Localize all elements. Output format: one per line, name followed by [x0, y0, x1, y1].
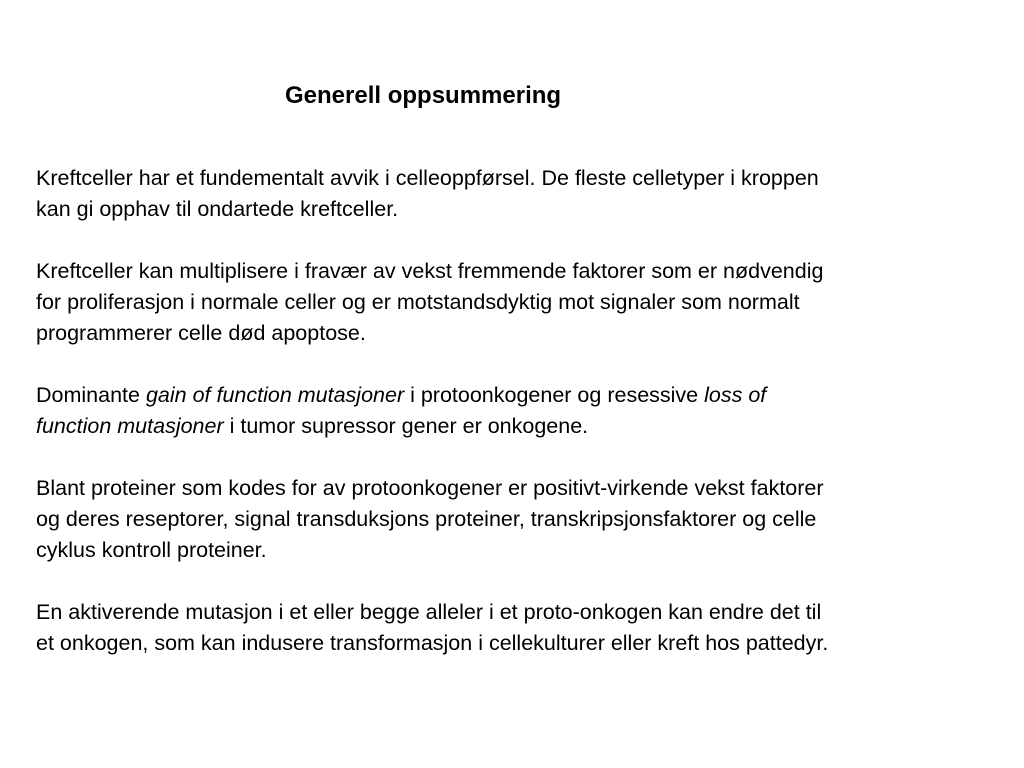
slide-body [36, 163, 996, 690]
paragraph-3-italic-2: loss of [704, 383, 767, 407]
paragraph-3-text-2: i protoonkogener og resessive [404, 383, 705, 407]
paragraph-3-italic-1: gain of function mutasjoner [145, 383, 405, 407]
paragraph-2-line-2: for proliferasjon i normale celler og er motstandsdyktig mot signaler som normalt [36, 290, 800, 314]
paragraph-4 [36, 473, 996, 566]
paragraph-4-line-3: cyklus kontroll proteiner. [36, 538, 267, 562]
paragraph-1-line-2: kan gi opphav til ondartede kreftceller. [36, 197, 399, 221]
paragraph-3-italic-3: function mutasjoner [36, 414, 224, 438]
paragraph-4-line-1: Blant proteiner som kodes for av protoonkogener er positivt-virkende vekst faktorer [36, 476, 824, 500]
paragraph-5-line-2: et onkogen, som kan indusere transformasjon i cellekulturer eller kreft hos pattedyr. [36, 631, 829, 655]
paragraph-2 [36, 256, 996, 349]
paragraph-3-text-3: i tumor supressor gener er onkogene. [223, 414, 589, 438]
paragraph-2-line-3: programmerer celle død apoptose. [36, 321, 366, 345]
paragraph-1-line-1: Kreftceller har et fundementalt avvik i celleoppførsel. De fleste celletyper i kroppen [36, 166, 819, 190]
paragraph-3-line-2 [36, 411, 996, 442]
paragraph-4-line-2: og deres reseptorer, signal transduksjons proteiner, transkripsjonsfaktorer og celle [36, 507, 817, 531]
paragraph-2-line-1: Kreftceller kan multiplisere i fravær av vekst fremmende faktorer som er nødvendig [36, 259, 824, 283]
paragraph-5 [36, 597, 996, 659]
paragraph-5-line-1: En aktiverende mutasjon i et eller begge alleler i et proto-onkogen kan endre det til [36, 600, 822, 624]
paragraph-3-line-1 [36, 380, 996, 411]
paragraph-3-text-1: Dominante [36, 383, 146, 407]
slide-title: Generell oppsummering [285, 82, 562, 109]
paragraph-3 [36, 380, 996, 442]
paragraph-1 [36, 163, 996, 225]
